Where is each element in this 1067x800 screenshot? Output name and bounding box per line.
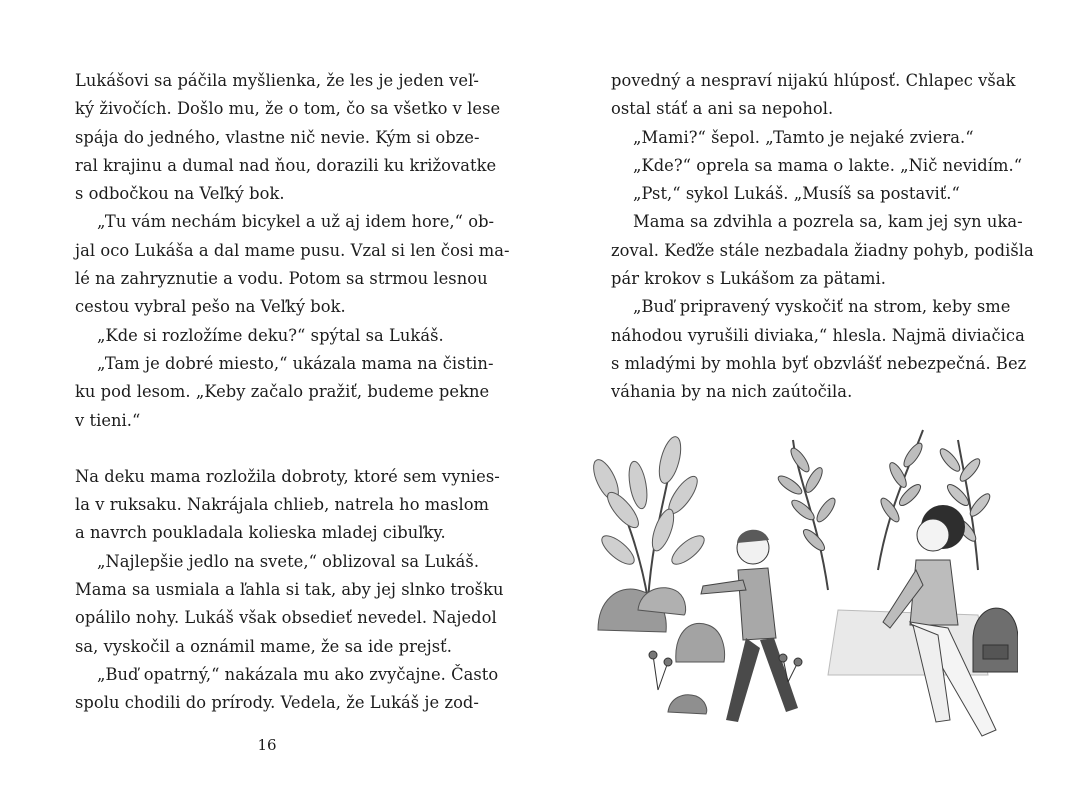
forest-illustration [578, 400, 1018, 760]
text-line: jal oco Lukáša a dal mame pusu. Vzal si len čosi ma- [75, 240, 510, 260]
text-line: „Tam je dobré miesto,“ ukázala mama na čistin- [97, 353, 494, 373]
text-line: lé na zahryznutie a vodu. Potom sa strmou lesnou [75, 269, 488, 289]
text-line: Na deku mama rozložila dobroty, ktoré sem vynies- [75, 466, 500, 486]
text-line: „Buď pripravený vyskočiť na strom, keby sme [633, 297, 1011, 317]
left-text-column [75, 67, 510, 718]
text-line: Mama sa zdvihla a pozrela sa, kam jej syn uka- [633, 212, 1023, 232]
text-line: sa, vyskočil a oznámil mame, že sa ide prejsť. [75, 636, 452, 656]
text-line: Lukášovi sa páčila myšlienka, že les je jeden veľ- [75, 71, 479, 90]
fern-center [776, 430, 925, 590]
text-line: ral krajinu a dumal nad ňou, dorazili ku križovatke [75, 155, 497, 175]
left-page [0, 0, 533, 800]
text-line: ku pod lesom. „Keby začalo pražiť, budeme pekne [75, 382, 490, 402]
right-page [533, 0, 1067, 800]
section-break [75, 435, 457, 463]
rocks [598, 588, 725, 714]
text-line: Mama sa usmiala a ľahla si tak, aby jej slnko trošku [75, 580, 504, 600]
right-text-column [611, 67, 1034, 407]
boy-figure [701, 530, 798, 722]
text-line: povedný a nespraví nijakú hlúposť. Chlapec však [611, 71, 1016, 90]
text-line: „Kde si rozložíme deku?“ spýtal sa Lukáš. [97, 325, 444, 345]
text-line: pár krokov s Lukášom za pätami. [611, 269, 886, 289]
backpack [973, 608, 1018, 672]
text-line: spolu chodili do prírody. Vedela, že Lukáš je zod- [75, 693, 479, 713]
text-line: la v ruksaku. Nakrájala chlieb, natrela ho maslom [75, 495, 490, 515]
text-line: v tieni.“ [75, 410, 141, 430]
text-line: „Tu vám nechám bicykel a už aj idem hore,“ ob- [97, 212, 495, 232]
text-line: váhania by na nich zaútočila. [611, 382, 853, 402]
text-line: spája do jedného, vlastne nič nevie. Kým si obze- [75, 127, 480, 147]
text-line: cestou vybral pešo na Veľký bok. [75, 297, 346, 317]
bush-left [589, 434, 709, 600]
page-number: 16 [257, 736, 277, 754]
text-line: opálilo nohy. Lukáš však obsedieť nevedel. Najedol [75, 608, 497, 628]
text-line: „Najlepšie jedlo na svete,“ oblizoval sa Lukáš. [97, 551, 480, 571]
text-line: a navrch poukladala kolieska mladej cibuľky. [75, 523, 446, 543]
text-line: „Pst,“ sykol Lukáš. „Musíš sa postaviť.“ [633, 184, 960, 204]
text-line: s odbočkou na Veľký bok. [75, 184, 285, 204]
text-line: ostal stáť a ani sa nepohol. [611, 99, 834, 119]
text-line: „Mami?“ šepol. „Tamto je nejaké zviera.“ [633, 127, 974, 147]
text-line: zoval. Keďže stále nezbadala žiadny pohyb, podišla [611, 240, 1034, 260]
text-line: ký živočích. Došlo mu, že o tom, čo sa všetko v lese [75, 99, 501, 119]
text-line: náhodou vyrušili diviaka,“ hlesla. Najmä diviačica [611, 325, 1025, 345]
text-line: „Kde?“ oprela sa mama o lakte. „Nič nevidím.“ [633, 155, 1023, 175]
text-line: s mladými by mohla byť obzvlášť nebezpečná. Bez [611, 353, 1027, 373]
fern-right [937, 440, 993, 570]
text-line: „Buď opatrný,“ nakázala mu ako zvyčajne. Často [97, 664, 499, 684]
